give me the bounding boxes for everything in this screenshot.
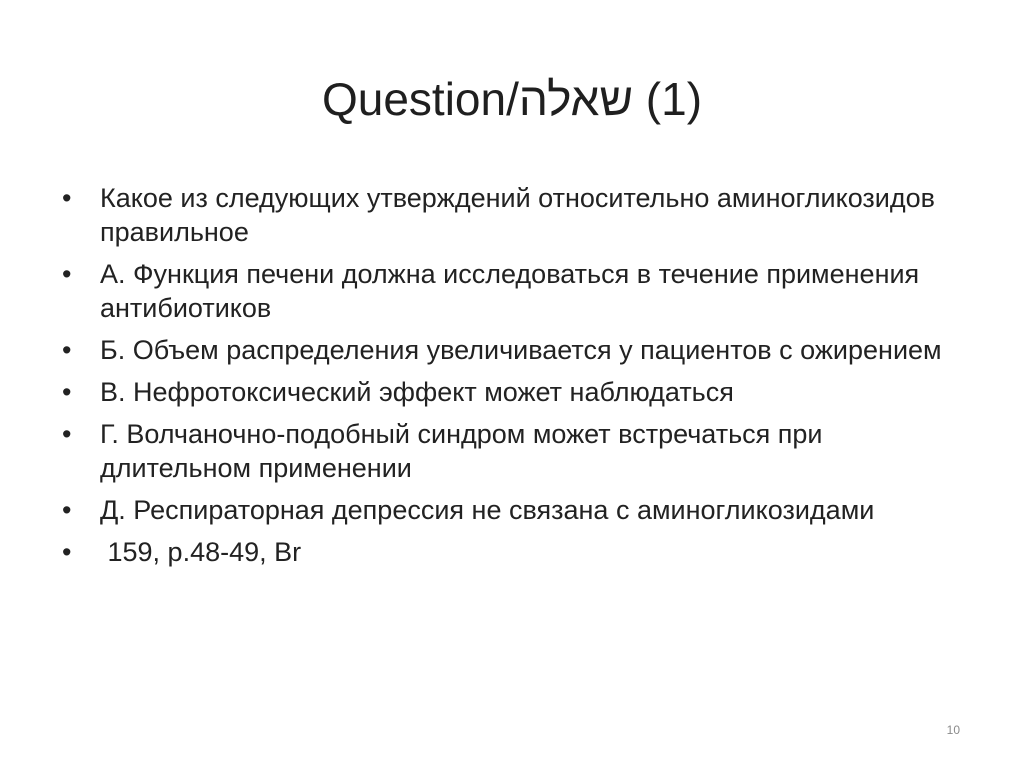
bullet-text: В. Нефротоксический эффект может наблюдаться [100, 377, 734, 407]
title-suffix: (1) [633, 73, 703, 125]
page-number: 10 [946, 723, 960, 737]
title-hebrew: שאלה [518, 73, 634, 125]
bullet-item-4 [62, 375, 962, 409]
slide-body [62, 181, 962, 577]
bullet-item-1 [62, 181, 962, 249]
bullet-text: Б. Объем распределения увеличивается у пациентов с ожирением [100, 335, 942, 365]
bullet-dot-icon: • [62, 259, 72, 289]
bullet-text: 159, p.48-49, Br [100, 537, 302, 567]
bullet-dot-icon: • [62, 183, 72, 213]
bullet-dot-icon: • [62, 537, 72, 567]
bullet-text: Д. Респираторная депрессия не связана с аминогликозидами [100, 495, 875, 525]
title-prefix: Question/ [321, 73, 519, 125]
bullet-item-6 [62, 493, 962, 527]
slide-title [0, 64, 1024, 134]
bullet-text: Г. Волчаночно-подобный синдром может встречаться при длительном применении [100, 419, 823, 483]
bullet-dot-icon: • [62, 377, 72, 407]
bullet-dot-icon: • [62, 335, 72, 365]
bullet-text: Какое из следующих утверждений относительно аминогликозидов правильное [100, 183, 935, 247]
bullet-dot-icon: • [62, 419, 72, 449]
bullet-dot-icon: • [62, 495, 72, 525]
bullet-list [62, 181, 962, 569]
bullet-item-7 [62, 535, 962, 569]
bullet-item-5 [62, 417, 962, 485]
bullet-text: А. Функция печени должна исследоваться в течение применения антибиотиков [100, 259, 920, 323]
bullet-item-2 [62, 257, 962, 325]
bullet-item-3 [62, 333, 962, 367]
